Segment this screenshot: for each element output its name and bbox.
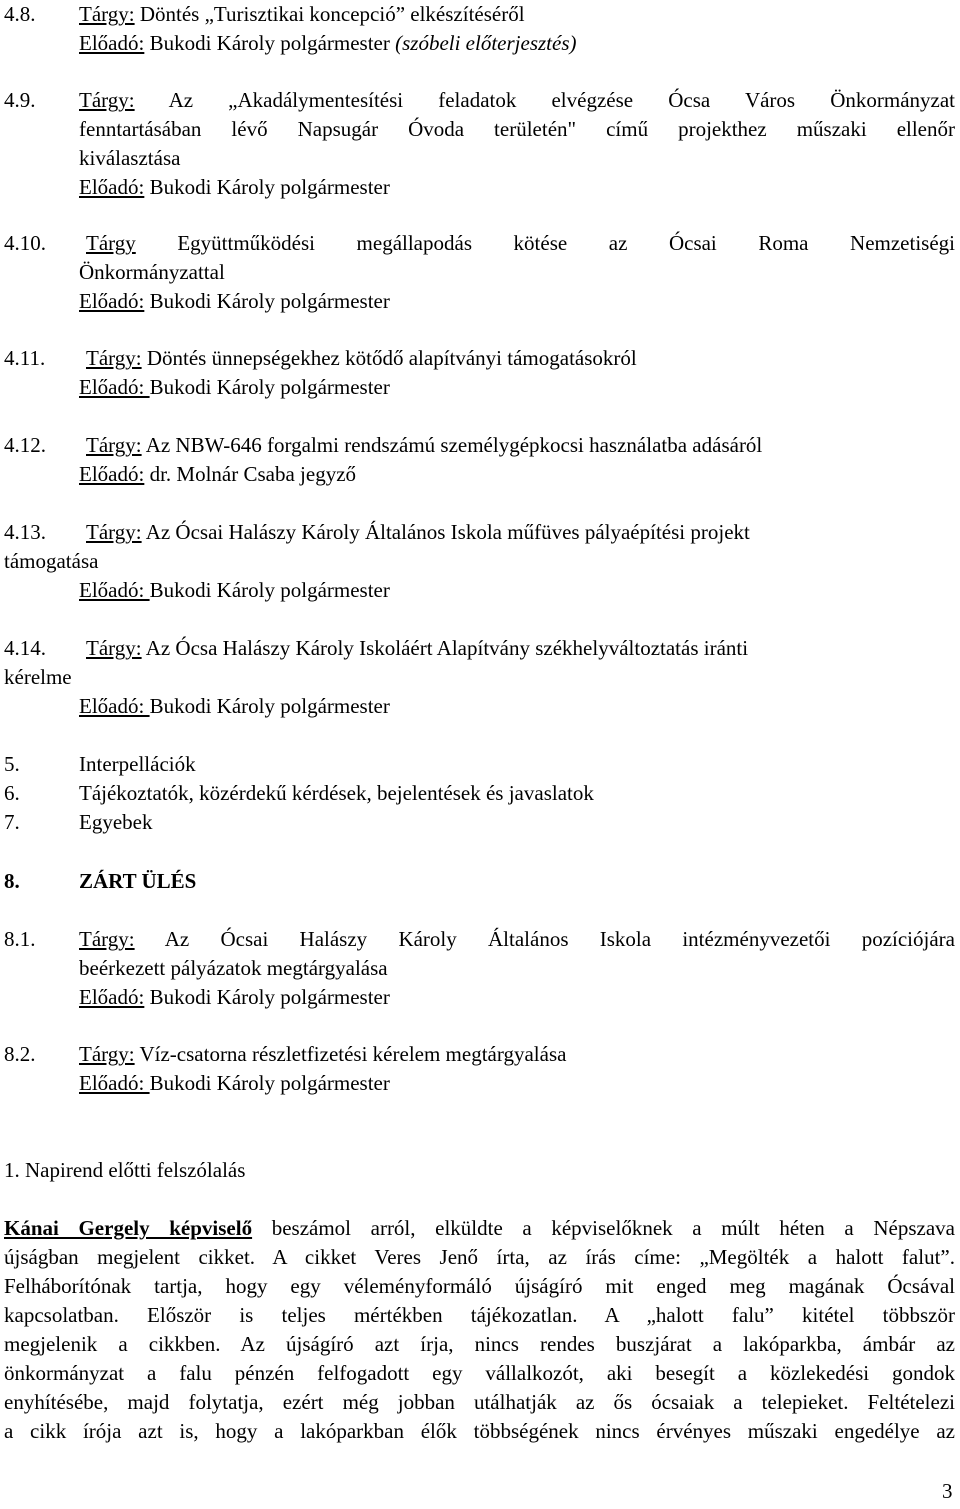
targy-label: Tárgy: — [86, 433, 142, 457]
targy-label: Tárgy: — [86, 346, 142, 370]
agenda-item-4-8 — [0, 0, 955, 58]
item-presenter — [0, 29, 955, 58]
title-text: Együttműködési megállapodás kötése az Ócsai Roma Nemzetiségi — [135, 231, 955, 255]
targy-label: Tárgy: — [79, 927, 135, 951]
agenda-item-8-2 — [0, 1040, 955, 1098]
agenda-item-8-1 — [0, 925, 955, 1012]
agenda-item-4-10 — [0, 229, 955, 316]
title-text: Az Ócsai Halászy Károly Általános Iskola intézményvezetői pozíciójára — [134, 927, 955, 951]
item-number: 8.1. — [4, 927, 36, 951]
title-text: Döntés „Turisztikai koncepció” elkészítéséről — [134, 2, 525, 26]
presenter-name: Bukodi Károly polgármester — [149, 1071, 390, 1095]
item-title — [0, 1040, 955, 1069]
item-presenter — [0, 373, 955, 402]
item-number: 4.10. — [4, 231, 46, 255]
eloado-label: Előadó: — [79, 375, 150, 399]
item-presenter — [0, 576, 955, 605]
targy-label: Tárgy — [86, 231, 136, 255]
presenter-name: dr. Molnár Csaba jegyző — [144, 462, 357, 486]
item-number: 4.13. — [4, 520, 46, 544]
item-number: 4.14. — [4, 636, 46, 660]
title-text: Víz-csatorna részletfizetési kérelem megtárgyalása — [134, 1042, 567, 1066]
eloado-label: Előadó: — [79, 31, 145, 55]
item-presenter — [0, 460, 955, 489]
title-text: Az NBW-646 forgalmi rendszámú személygépkocsi használatba adásáról — [141, 433, 763, 457]
presenter-name: Bukodi Károly polgármester — [149, 694, 390, 718]
eloado-label: Előadó: — [79, 289, 145, 313]
item-title-line-2: beérkezett pályázatok megtárgyalása — [79, 956, 388, 980]
eloado-label: Előadó: — [79, 985, 145, 1009]
section-label: Tájékoztatók, közérdekű kérdések, bejelentések és javaslatok — [79, 781, 594, 805]
agenda-item-4-9 — [0, 86, 955, 202]
targy-label: Tárgy: — [79, 88, 135, 112]
section-heading: 1. Napirend előtti felszólalás — [4, 1158, 246, 1182]
agenda-item-4-11 — [0, 344, 955, 402]
section-5 — [0, 750, 955, 779]
section-label: ZÁRT ÜLÉS — [79, 869, 197, 893]
presenter-name: Bukodi Károly polgármester — [144, 31, 396, 55]
section-list — [0, 750, 955, 837]
eloado-label: Előadó: — [79, 694, 150, 718]
eloado-label: Előadó: — [79, 1071, 150, 1095]
page-number: 3 — [942, 1479, 953, 1503]
item-number: 4.12. — [4, 433, 46, 457]
section-7 — [0, 808, 955, 837]
presenter-name: Bukodi Károly polgármester — [144, 175, 390, 199]
section-number: 7. — [4, 810, 20, 834]
item-presenter — [0, 983, 955, 1012]
section-number: 8. — [4, 869, 20, 893]
item-title-line-1 — [0, 86, 955, 115]
item-title-line-2: támogatása — [4, 549, 99, 573]
item-number: 4.8. — [4, 2, 36, 26]
item-title-line-1 — [0, 634, 955, 663]
paragraph-line-3: Felháborítónak tartja, hogy egy véleményformáló újságíró mit enged meg magának Ócsával — [4, 1274, 955, 1298]
item-number: 4.9. — [4, 88, 36, 112]
item-presenter — [0, 287, 955, 316]
body-paragraph — [4, 1214, 955, 1446]
eloado-label: Előadó: — [79, 578, 150, 602]
item-title-line-3: kiválasztása — [79, 146, 181, 170]
item-number: 4.11. — [4, 346, 46, 370]
paragraph-line-1: Kánai Gergely képviselő beszámol arról, elküldte a képviselőknek a múlt héten a Népszava — [4, 1216, 955, 1240]
targy-label: Tárgy: — [86, 520, 142, 544]
item-title-line-1 — [0, 925, 955, 954]
section-label: Egyebek — [79, 810, 153, 834]
item-title — [0, 431, 955, 460]
item-presenter — [0, 1069, 955, 1098]
title-text: Az Ócsai Halászy Károly Általános Iskola műfüves pályaépítési projekt — [141, 520, 750, 544]
section-6 — [0, 779, 955, 808]
title-text: Az Ócsa Halászy Károly Iskoláért Alapítvány székhelyváltoztatás iránti — [141, 636, 749, 660]
paragraph-line-7: enyhítésébe, majd folytatja, ezért még jobban utálhatják az ős ócsaiak a telepieket. Feltételezi — [4, 1390, 955, 1414]
section-label: Interpellációk — [79, 752, 196, 776]
item-presenter — [0, 173, 955, 202]
paragraph-line-2: újságban megjelent cikket. A cikket Veres Jenő írta, az írás címe: „Megölték a halott falut”. — [4, 1245, 955, 1269]
item-title-line-2: fenntartásában lévő Napsugár Óvoda területén" című projekthez műszaki ellenőr — [79, 117, 955, 141]
presenter-note: (szóbeli előterjesztés) — [395, 31, 577, 55]
section-number: 6. — [4, 781, 20, 805]
presenter-name: Bukodi Károly polgármester — [149, 375, 390, 399]
title-text: Döntés ünnepségekhez kötődő alapítványi támogatásokról — [141, 346, 637, 370]
item-title — [0, 0, 955, 29]
item-number: 8.2. — [4, 1042, 36, 1066]
paragraph-line-8: a cikk írója azt is, hogy a lakóparkban élők többségének nincs érvényes műszaki engedélye az — [4, 1419, 955, 1443]
presenter-name: Bukodi Károly polgármester — [149, 578, 390, 602]
item-title — [0, 344, 955, 373]
item-title-line-2: Önkormányzattal — [79, 260, 225, 284]
speaker-name: Kánai Gergely képviselő — [4, 1216, 253, 1240]
agenda-item-4-12 — [0, 431, 955, 489]
paragraph-line-5: megjelenik a cikkben. Az újságíró azt írja, nincs rendes buszjárat a lakóparkba, ámbár az — [4, 1332, 955, 1356]
eloado-label: Előadó: — [79, 462, 145, 486]
item-title-line-2: kérelme — [4, 665, 72, 689]
targy-label: Tárgy: — [79, 1042, 135, 1066]
targy-label: Tárgy: — [79, 2, 135, 26]
targy-label: Tárgy: — [86, 636, 142, 660]
section-number: 5. — [4, 752, 20, 776]
title-text: Az „Akadálymentesítési feladatok elvégzése Ócsa Város Önkormányzat — [134, 88, 955, 112]
item-title-line-1 — [0, 518, 955, 547]
agenda-item-4-14 — [0, 634, 955, 721]
presenter-name: Bukodi Károly polgármester — [144, 985, 390, 1009]
presenter-name: Bukodi Károly polgármester — [144, 289, 390, 313]
item-presenter — [0, 692, 955, 721]
paragraph-line-4: kapcsolatban. Először is teljes mértékben tájékozatlan. A „halott falu” kitétel többször — [4, 1303, 955, 1327]
item-title-line-1 — [0, 229, 955, 258]
paragraph-line-6: önkormányzat a falu pénzén felfogadott egy vállalkozót, aki besegít a közlekedési gondok — [4, 1361, 955, 1385]
eloado-label: Előadó: — [79, 175, 145, 199]
section-8-closed-session — [0, 867, 955, 896]
agenda-item-4-13 — [0, 518, 955, 605]
